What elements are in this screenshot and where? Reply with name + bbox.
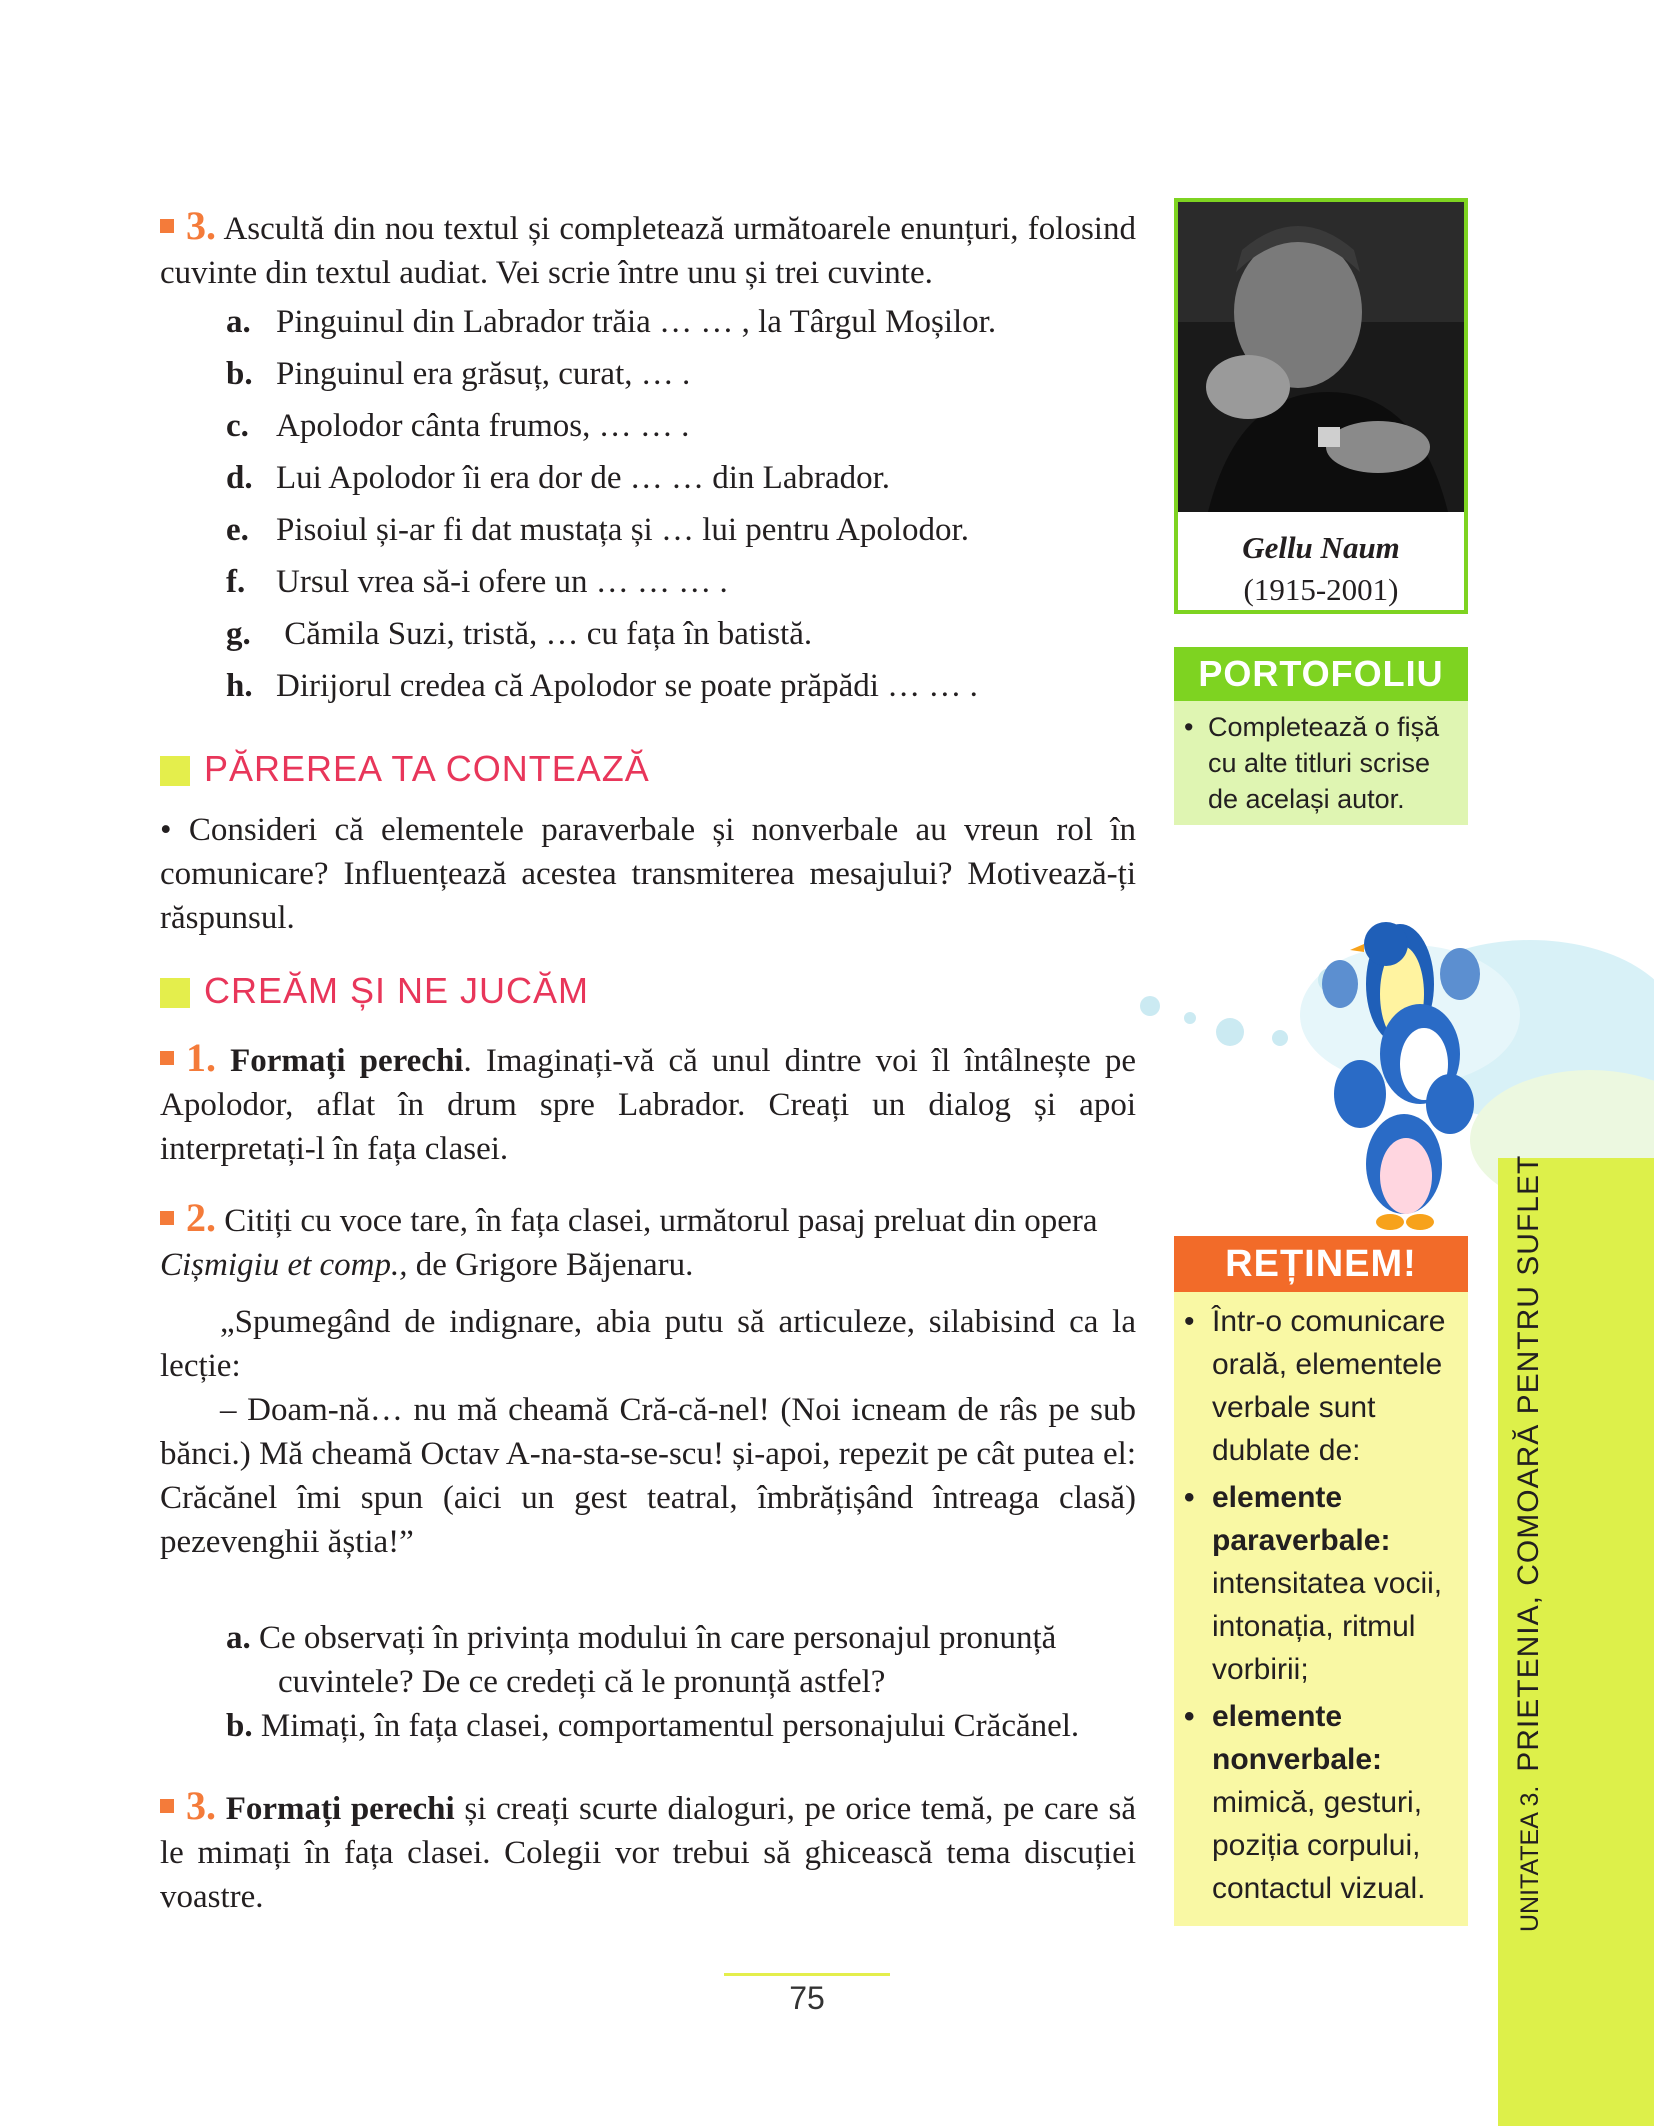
page-number: 75 [789, 1980, 825, 2016]
author-card [1174, 198, 1468, 614]
cream-exercise-1 [160, 1036, 1136, 1171]
retinem-box [1174, 1292, 1468, 1926]
orange-square-bullet [160, 1051, 174, 1065]
exercise-3 [160, 204, 1136, 295]
section-title-cream: CREĂM ȘI NE JUCĂM [204, 970, 590, 1011]
retinem-item: • elemente paraverbale: intensitatea vocii, intonația, ritmul vorbirii; [1184, 1481, 1443, 1686]
author-photo [1178, 202, 1464, 512]
exercise-number: 2. [186, 1195, 216, 1240]
unit-label: UNITATEA 3. PRIETENIA, COMOARĂ PENTRU SUFLET [1512, 1154, 1545, 1932]
retinem-item: • elemente nonverbale: mimică, gesturi, poziția corpului, contactul vizual. [1184, 1700, 1426, 1905]
orange-square-bullet [160, 219, 174, 233]
quote-paragraph-1: „Spumegând de indignare, abia putu să articuleze, silabisind ca la lecție: [160, 1304, 1136, 1384]
exercise-text: Ascultă din nou textul și completează următoarele enunțuri, folosind cuvinte din textul audiat. Vei scrie între unu și trei cuvinte. [160, 211, 1136, 291]
exercise-text: de Grigore Băjenaru. [407, 1247, 694, 1283]
section-square [160, 978, 190, 1008]
question-b: b. Mimați, în fața clasei, comportamentul personajului Crăcănel. [226, 1708, 1080, 1744]
question-a: a. Ce observați în privința modului în care personajul pronunță cuvintele? De ce credeți că le pronunță astfel? [226, 1620, 1057, 1700]
section-title-parerea: PĂREREA TA CONTEAZĂ [204, 748, 650, 789]
list-item: g. Cămila Suzi, tristă, … cu fața în batistă. [226, 616, 813, 652]
list-item: b. Pinguinul era grăsuț, curat, … . [226, 356, 691, 392]
list-item: e. Pisoiul și-ar fi dat mustața și … lui pentru Apolodor. [226, 512, 969, 548]
parerea-text: • Consideri că elementele paraverbale și nonverbale au vreun rol în comunicare? Influențează acestea transmiterea mesajului? Motivează-ți răspunsul. [160, 812, 1136, 936]
exercise-text: . Imaginați-vă că unul dintre voi îl întâlnește pe Apolodor, aflat în drum spre Labrador. Creați un dialog și apoi interpretați-l în fața clasei. [160, 1043, 1136, 1167]
cream-exercise-2 [160, 1196, 1136, 1287]
cream-exercise-3 [160, 1784, 1136, 1919]
list-item: c. Apolodor cânta frumos, … … . [226, 408, 690, 444]
exercise-number: 3. [186, 1783, 216, 1828]
portofoliu-box: • Completează o fișă cu alte titluri scrise de același autor. [1174, 701, 1468, 825]
retinem-title: REȚINEM! [1174, 1236, 1468, 1292]
exercise-number: 3. [186, 203, 216, 248]
list-item: d. Lui Apolodor îi era dor de … … din Labrador. [226, 460, 891, 496]
retinem-item: • Într-o comunicare orală, elementele verbale sunt dublate de: [1184, 1305, 1446, 1467]
author-years: (1915-2001) [1243, 572, 1399, 607]
work-title: Cișmigiu et comp., [160, 1247, 408, 1283]
portofoliu-title: PORTOFOLIU [1174, 647, 1468, 701]
orange-square-bullet [160, 1799, 174, 1813]
exercise-number: 1. [186, 1035, 216, 1080]
orange-square-bullet [160, 1211, 174, 1225]
portofoliu-text: Completează o fișă cu alte titluri scrise de același autor. [1208, 712, 1440, 814]
list-item: a. Pinguinul din Labrador trăia … … , la Târgul Moșilor. [226, 304, 997, 340]
author-name: Gellu Naum [1242, 530, 1400, 565]
section-square [160, 756, 190, 786]
penguins-illustration [1320, 914, 1490, 1234]
page-number-line [724, 1973, 890, 1976]
bold-instruction: Formați perechi [230, 1043, 464, 1079]
bold-instruction: Formați perechi [225, 1791, 455, 1827]
list-item: f. Ursul vrea să-i ofere un … … … . [226, 564, 728, 600]
exercise-text: și creați scurte dialoguri, pe orice temă, pe care să le mimați în fața clasei. Colegii vor trebui să ghicească tema discuției voastre. [160, 1791, 1136, 1915]
exercise-text: Citiți cu voce tare, în fața clasei, următorul pasaj preluat din opera [224, 1203, 1098, 1239]
quote-paragraph-2: – Doam-nă… nu mă cheamă Cră-că-nel! (Noi icneam de râs pe sub bănci.) Mă cheamă Octav A-na-sta-se-scu! și-apoi, repezit pe cât putea el: Crăcănel îmi spun (aici un gest teatral, îmbrățișând întreaga clasă) pezevenghii ăștia!” [160, 1392, 1136, 1560]
list-item: h. Dirijorul credea că Apolodor se poate prăpădi … … . [226, 668, 978, 704]
